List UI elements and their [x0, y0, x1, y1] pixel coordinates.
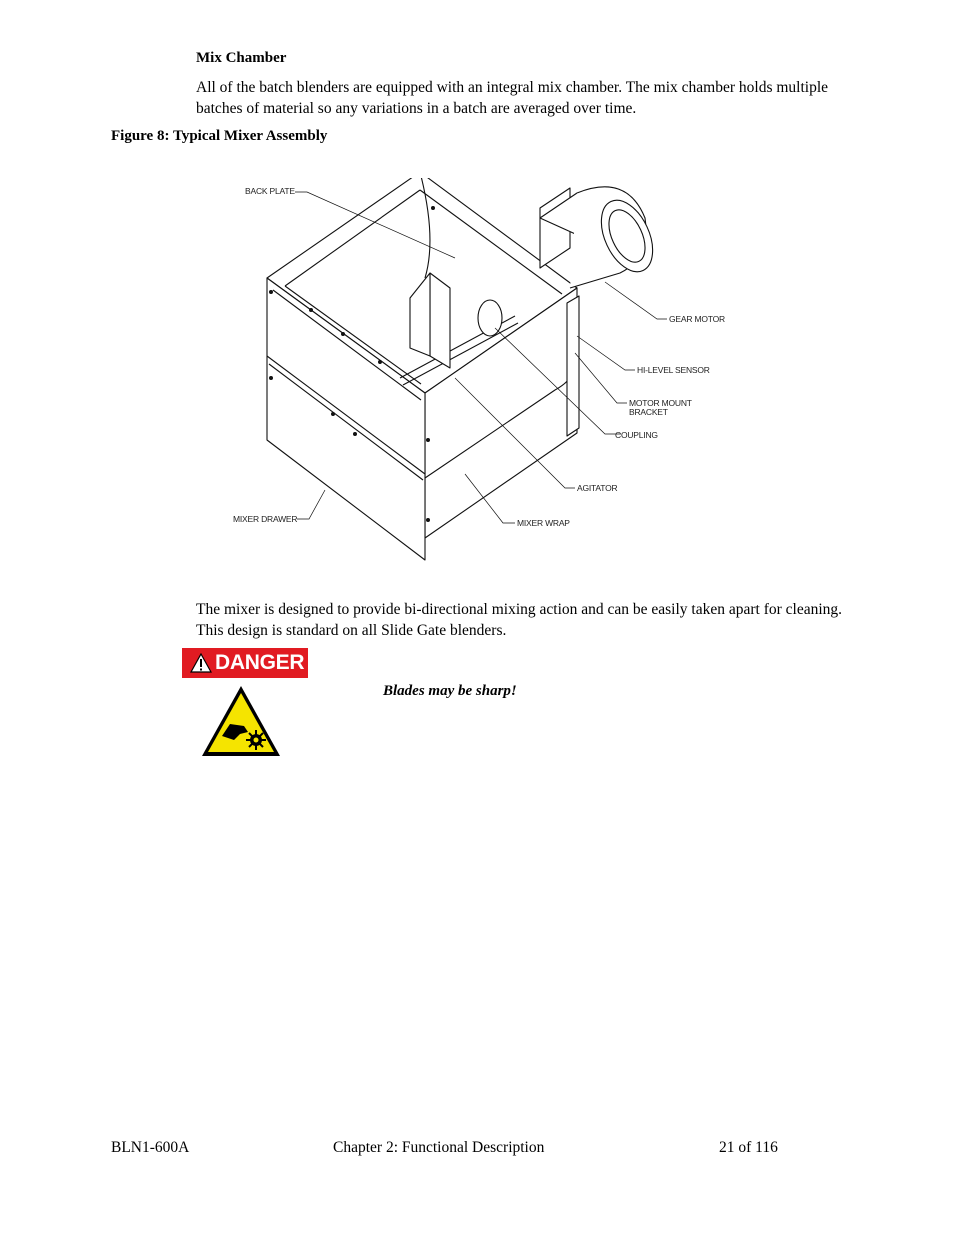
footer-page-number: 21 of 116: [719, 1139, 778, 1156]
callout-mixer-wrap: MIXER WRAP: [517, 518, 570, 528]
danger-label: DANGER: [215, 651, 305, 674]
callout-motor-mount: MOTOR MOUNT: [629, 398, 692, 408]
warning-triangle-icon: [190, 653, 212, 673]
callout-coupling: COUPLING: [615, 430, 658, 440]
mixer-assembly-figure: [225, 178, 745, 570]
danger-badge: [182, 648, 308, 678]
callout-gear-motor: GEAR MOTOR: [669, 314, 725, 324]
callout-mixer-drawer: MIXER DRAWER: [233, 514, 298, 524]
intro-paragraph: All of the batch blenders are equipped with an integral mix chamber. The mix chamber holds multiple batches of material so any variations in a batch are averaged over time.: [196, 79, 829, 117]
footer-doc-id: BLN1-600A: [111, 1139, 190, 1156]
figure-caption: Figure 8: Typical Mixer Assembly: [111, 128, 328, 144]
danger-warning-text: Blades may be sharp!: [383, 683, 517, 699]
callout-motor-mount-bracket: BRACKET: [629, 407, 668, 417]
callout-back-plate: BACK PLATE: [245, 186, 295, 196]
design-paragraph: The mixer is designed to provide bi-directional mixing action and can be easily taken apart for cleaning. This design is standard on all Slide Gate blenders.: [196, 601, 843, 639]
blade-hazard-icon: [200, 684, 282, 758]
footer-chapter: Chapter 2: Functional Description: [333, 1139, 545, 1156]
callout-hi-level-sensor: HI-LEVEL SENSOR: [637, 365, 710, 375]
callout-agitator: AGITATOR: [577, 483, 618, 493]
section-heading: Mix Chamber: [196, 50, 287, 66]
mixer-drawing: [225, 178, 745, 570]
